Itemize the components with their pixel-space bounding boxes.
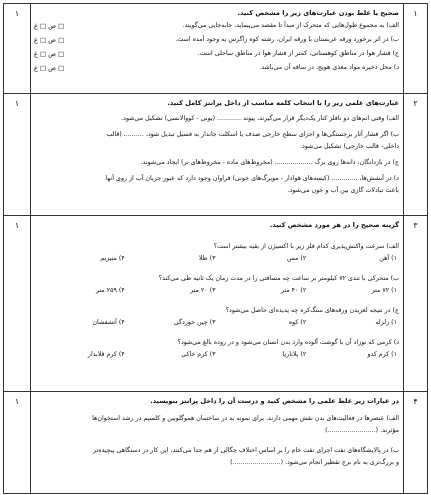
option[interactable]: ۳) طلا (198, 255, 216, 262)
tf-item: ب) در اثر برخورد ورقه عربستان با ورقه ایران، رشته کوه زاگرس به وجود آمده است. ص □ غ □ (34, 33, 399, 47)
section-3-content (34, 219, 399, 389)
section-4-heading: در عبارات زیر غلط علمی را مشخص کنید و درست آن را داخل پرانتز بنویسید. (150, 397, 399, 405)
mc-options (34, 253, 399, 264)
mc-options (34, 349, 399, 360)
tf-item: الف) به مجموع طول‌هایی که متحرک از مبدأ تا مقصد می‌پیماید، جابه‌جایی می‌گویند. ص □ غ □ (34, 19, 399, 33)
option[interactable]: ۱) زلزله (375, 319, 397, 326)
fill-item: ب) اگر فشار آثار برجستگی‌ها و اجزای سطح خارجی صدف یا اسکلت جاندار به فسیل تبدیل شود، .......... (قالب (106, 131, 399, 138)
section-1-score: ۱ (4, 4, 31, 93)
correction-item: مؤثرند. (........................) (325, 427, 399, 434)
section-2 (4, 94, 427, 216)
mc-options (34, 317, 399, 328)
option[interactable]: ۴) آتشفشان (92, 319, 125, 326)
tf-item: ج) فشار هوا در مناطق کوهستانی، کمتر از فشار هوا در مناطق ساحلی است. ص □ غ □ (34, 47, 399, 61)
option[interactable]: ۱) آهن (379, 255, 397, 262)
correction-item: ب) در پالایشگاه‌های نفت اجزای نفت خام را بر اساس اختلاف چگالی از هم جدا می‌کنند، این کار در دستگاهی پیچیده‌تر (93, 447, 399, 454)
option[interactable]: ۱) ۷۲ متر (371, 287, 397, 294)
section-4-content (34, 395, 399, 491)
section-2-score: ۱ (4, 94, 31, 215)
option[interactable]: ۳) چین خوردگی (173, 319, 216, 326)
option[interactable]: ۲) مس (287, 255, 307, 262)
section-1 (4, 4, 427, 94)
fill-item: الف) وقتی اتم‌های دو نافلز کنار یک‌دیگر قرار می‌گیرند، پیوند ............ (یونی - کووالانسی) تشکیل می‌شود. (121, 115, 399, 122)
option[interactable]: ۴) ۲۵۹ متر (95, 287, 125, 294)
true-false-checkboxes[interactable]: ص □ غ □ (34, 64, 65, 72)
section-3-score: ۱ (4, 216, 31, 391)
section-3 (4, 216, 427, 392)
section-3-heading: گزینه صحیح را در هر مورد مشخص کنید. (269, 221, 399, 229)
true-false-checkboxes[interactable]: ص □ غ □ (34, 36, 65, 44)
fill-item: د) در آبشش‌ها، ............. (کیسه‌های هوادار - مویرگ‌های خونی) فراوان وجود دارد که عبور جریان آب از روی آنها (105, 175, 399, 182)
mc-question: الف) سرعت واکنش‌پذیری کدام فلز زیر با اکسیژن از بقیه بیشتر است؟ (213, 243, 399, 250)
true-false-checkboxes[interactable]: ص □ غ □ (34, 50, 65, 58)
option[interactable]: ۲) پلاناریا (282, 351, 307, 358)
option[interactable]: ۲) کوه (288, 319, 307, 326)
option[interactable]: ۴) کرم قلابدار (87, 351, 125, 358)
option[interactable]: ۳) ۲۰ متر (190, 287, 216, 294)
mc-question: ج) در نتیجه لغزیدن ورقه‌های سنگ‌کره چه پدیده‌ای حاصل می‌شود؟ (225, 307, 399, 314)
option[interactable]: ۱) کرم کدو (367, 351, 397, 358)
fill-item: ج) در بازدانگان، دانه‌ها روی برگ ................... (مخروط‌های ماده - مخروط‌های نر) ایجاد می‌شوند. (140, 159, 399, 166)
section-4-number: ۴ (403, 392, 427, 493)
correction-item: و بزرگ‌تری به نام برج تقطیر انجام می‌شود. (........................) (230, 459, 399, 466)
section-4-score: ۱ (4, 392, 31, 493)
correction-item: الف) عنصرها در فعالیت‌های بدن نقش مهمی دارند، برای نمونه ید در ساختمان هموگلوبین و کلسیم در رشد استخوان‌ها (92, 415, 399, 422)
section-2-content (34, 97, 399, 213)
section-2-heading: عبارت‌های علمی زیر را با انتخاب کلمه مناسب از داخل پرانتز کامل کنید. (167, 99, 399, 107)
mc-question: ب) متحرکی با تندی ۷۲ کیلومتر بر ساعت چه مسافتی را در مدت زمان یک ثانیه طی می‌کند؟ (158, 275, 399, 282)
option[interactable]: ۴) منیزیم (100, 255, 125, 262)
section-1-number: ۱ (403, 4, 427, 93)
fill-item: باعث تبادلات گازی بین آب و خون می‌شود. (287, 187, 399, 194)
mc-options (34, 285, 399, 296)
section-3-number: ۳ (403, 216, 427, 391)
section-1-content (34, 7, 399, 91)
section-1-heading: صحیح یا غلط بودن عبارت‌های زیر را مشخص کنید. (237, 9, 399, 17)
section-2-number: ۲ (403, 94, 427, 215)
option[interactable]: ۲) ۴۰ متر (280, 287, 307, 294)
tf-item: د) محل ذخیره مواد مغذی هویج، در ساقه آن می‌باشد. ص □ غ □ (34, 61, 399, 75)
true-false-checkboxes[interactable]: ص □ غ □ (34, 22, 65, 30)
exam-sheet (3, 3, 428, 494)
section-4 (4, 392, 427, 493)
fill-item: داخلی- قالب خارجی) تشکیل می‌شود. (299, 143, 399, 150)
mc-question: د) کرمی که نوزاد آن با گوشت آلوده وارد بدن انسان می‌شود و در روده بالغ می‌شود؟ (177, 339, 399, 346)
option[interactable]: ۳) کرم خاکی (181, 351, 216, 358)
